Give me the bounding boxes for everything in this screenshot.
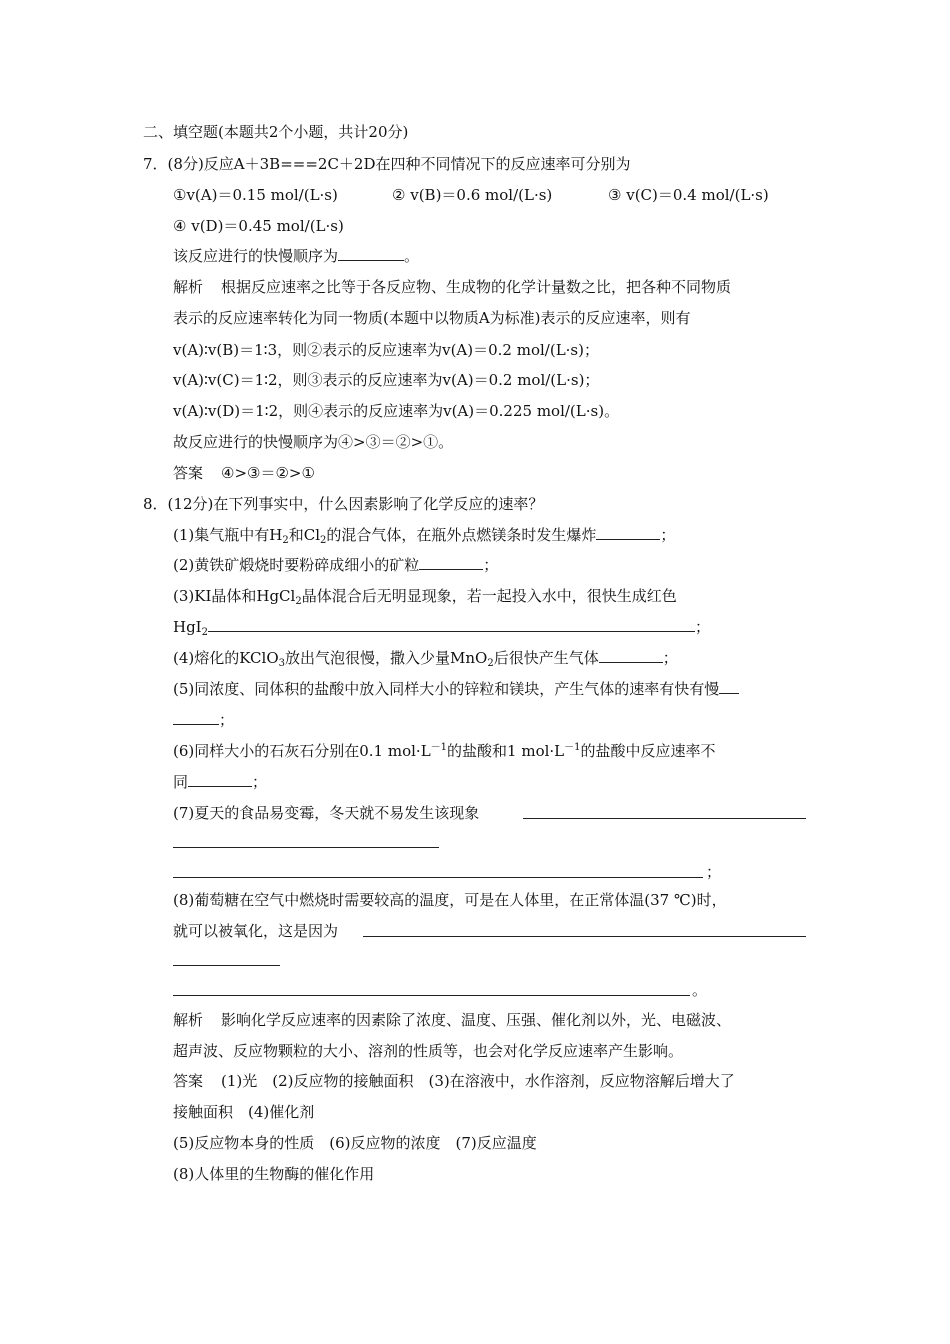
q8-part-3-line-1: (3)KI晶体和HgCl$_2$晶体混合后无明显现象，若一起投入水中，很快生成红色	[173, 587, 677, 607]
q8-part-7: (7)夏天的食品易变霉，冬天就不易发生该现象	[173, 804, 480, 822]
part-8-end-mark: 。	[692, 981, 708, 999]
analysis-label: 解析	[173, 278, 204, 296]
part-7-end-mark: ；	[706, 863, 722, 881]
q8-part-8-line-1: (8)葡萄糖在空气中燃烧时需要较高的温度，可是在人体里，在正常体温(37 ℃)时，	[173, 891, 727, 909]
answer-line[interactable]	[173, 877, 703, 878]
answer-line[interactable]	[173, 847, 439, 848]
q8-part-6-line-2: 同 ；	[173, 773, 268, 791]
q8-stem: 8．(12分)在下列事实中，什么因素影响了化学反应的速率？	[143, 495, 544, 513]
answer-blank[interactable]	[338, 246, 404, 261]
answer-blank[interactable]	[599, 648, 663, 663]
q8-answer-line-3: (5)反应物本身的性质 (6)反应物的浓度 (7)反应温度	[173, 1134, 537, 1152]
q7-question: 该反应进行的快慢顺序为 。	[173, 247, 420, 265]
q8-part-1: (1)集气瓶中有$H_2$和$Cl_2$的混合气体，在瓶外点燃镁条时发生爆炸 ；	[173, 526, 676, 546]
q7-analysis-line-4: v(A)∶v(C)＝1∶2，则③表示的反应速率为v(A)＝0.2 mol/(L·s)；	[173, 371, 600, 389]
answer-label: 答案	[173, 464, 204, 482]
answer-blank[interactable]	[596, 525, 660, 540]
q8-part-5-line-2: ；	[173, 710, 234, 730]
q7-option-4: ④ v(D)＝0.45 mol/(L·s)	[173, 217, 344, 235]
q7-analysis-line-3: v(A)∶v(B)＝1∶3，则②表示的反应速率为v(A)＝0.2 mol/(L·s)；	[173, 341, 599, 359]
q7-option-3: ③ v(C)＝0.4 mol/(L·s)	[608, 186, 769, 204]
answer-line[interactable]	[173, 995, 690, 996]
answer-line[interactable]	[363, 936, 806, 937]
q8-answer-line-2: 接触面积 (4)催化剂	[173, 1103, 315, 1121]
q7-analysis-line-5: v(A)∶v(D)＝1∶2，则④表示的反应速率为v(A)＝0.225 mol/(L·s)。	[173, 402, 620, 420]
q8-part-8-line-2: 就可以被氧化，这是因为	[173, 922, 339, 940]
q8-part-6-line-1: (6)同样大小的石灰石分别在0.1 $mol\cdot L^{-1}$的盐酸和1 $mol\cdot L^{-1}$的盐酸中反应速率不	[173, 742, 716, 760]
q7-analysis-line-6: 故反应进行的快慢顺序为④>③＝②>①。	[173, 433, 454, 451]
answer-line[interactable]	[523, 818, 806, 819]
q7-option-1: ①v(A)＝0.15 mol/(L·s)	[173, 186, 338, 204]
answer-blank[interactable]	[188, 772, 252, 787]
answer-label: 答案	[173, 1072, 204, 1090]
section-title: 二、填空题(本题共2个小题，共计20分)	[143, 123, 409, 141]
answer-blank[interactable]	[208, 617, 695, 632]
analysis-label: 解析	[173, 1011, 204, 1029]
answer-line[interactable]	[173, 965, 280, 966]
q8-answer-line-1: 答案 (1)光 (2)反应物的接触面积 (3)在溶液中，水作溶剂，反应物溶解后增大了	[173, 1072, 735, 1090]
answer-blank[interactable]	[419, 555, 483, 570]
q7-answer: 答案 ④>③＝②>①	[173, 464, 315, 482]
q7-analysis-line-1: 解析 根据反应速率之比等于各反应物、生成物的化学计量数之比，把各种不同物质	[173, 278, 732, 296]
q8-part-5-line-1: (5)同浓度、同体积的盐酸中放入同样大小的锌粒和镁块，产生气体的速率有快有慢	[173, 679, 739, 699]
q7-analysis-line-2: 表示的反应速率转化为同一物质(本题中以物质A为标准)表示的反应速率，则有	[173, 309, 691, 327]
answer-blank[interactable]	[173, 710, 219, 725]
q7-stem: 7．(8分)反应A＋3B===2C＋2D在四种不同情况下的反应速率可分别为	[143, 155, 631, 173]
q8-part-2: (2)黄铁矿煅烧时要粉碎成细小的矿粒 ；	[173, 556, 499, 574]
q8-analysis-line-2: 超声波、反应物颗粒的大小、溶剂的性质等，也会对化学反应速率产生影响。	[173, 1042, 684, 1060]
q8-part-4: (4)熔化的KClO$_3$放出气泡很慢，撒入少量MnO$_2$后很快产生气体 ；	[173, 649, 678, 669]
q8-analysis-line-1: 解析 影响化学反应速率的因素除了浓度、温度、压强、催化剂以外，光、电磁波、	[173, 1011, 732, 1029]
answer-blank[interactable]	[719, 679, 739, 694]
q8-answer-line-4: (8)人体里的生物酶的催化作用	[173, 1165, 375, 1183]
q7-option-2: ② v(B)＝0.6 mol/(L·s)	[392, 186, 553, 204]
q8-part-3-line-2: HgI$_2$ ；	[173, 618, 710, 638]
